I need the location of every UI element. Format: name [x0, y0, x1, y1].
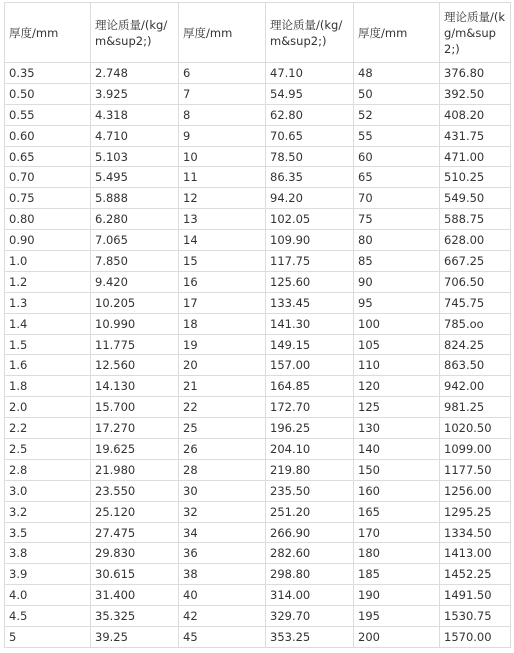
cell-thickness: 3.9 — [5, 564, 91, 585]
cell-weight: 35.325 — [91, 606, 179, 627]
cell-weight: 667.25 — [440, 251, 511, 272]
cell-weight: 23.550 — [91, 480, 179, 501]
cell-weight: 31.400 — [91, 585, 179, 606]
cell-weight: 39.25 — [91, 627, 179, 648]
cell-weight: 1491.50 — [440, 585, 511, 606]
cell-thickness: 34 — [179, 522, 266, 543]
cell-thickness: 26 — [179, 439, 266, 460]
cell-weight: 1334.50 — [440, 522, 511, 543]
cell-weight: 1177.50 — [440, 459, 511, 480]
cell-weight: 266.90 — [266, 522, 354, 543]
cell-weight: 408.20 — [440, 104, 511, 125]
table-row — [5, 564, 511, 585]
cell-thickness: 95 — [354, 292, 440, 313]
table-row — [5, 627, 511, 648]
cell-thickness: 60 — [354, 146, 440, 167]
table-row — [5, 439, 511, 460]
cell-thickness: 70 — [354, 188, 440, 209]
cell-weight: 102.05 — [266, 209, 354, 230]
cell-thickness: 4.0 — [5, 585, 91, 606]
cell-weight: 329.70 — [266, 606, 354, 627]
cell-weight: 10.990 — [91, 313, 179, 334]
cell-thickness: 7 — [179, 83, 266, 104]
cell-weight: 7.065 — [91, 230, 179, 251]
cell-thickness: 1.3 — [5, 292, 91, 313]
cell-weight: 15.700 — [91, 397, 179, 418]
table-row — [5, 606, 511, 627]
cell-thickness: 170 — [354, 522, 440, 543]
cell-weight: 7.850 — [91, 251, 179, 272]
cell-thickness: 185 — [354, 564, 440, 585]
cell-weight: 10.205 — [91, 292, 179, 313]
cell-weight: 14.130 — [91, 376, 179, 397]
cell-thickness: 40 — [179, 585, 266, 606]
cell-thickness: 14 — [179, 230, 266, 251]
cell-weight: 25.120 — [91, 501, 179, 522]
cell-thickness: 20 — [179, 355, 266, 376]
cell-weight: 19.625 — [91, 439, 179, 460]
cell-thickness: 140 — [354, 439, 440, 460]
cell-weight: 1570.00 — [440, 627, 511, 648]
cell-thickness: 0.80 — [5, 209, 91, 230]
cell-thickness: 85 — [354, 251, 440, 272]
cell-thickness: 180 — [354, 543, 440, 564]
header-weight: 理论质量/(kg/m&sup2;) — [91, 3, 179, 63]
cell-thickness: 21 — [179, 376, 266, 397]
cell-weight: 863.50 — [440, 355, 511, 376]
table-row — [5, 125, 511, 146]
cell-thickness: 1.6 — [5, 355, 91, 376]
cell-thickness: 12 — [179, 188, 266, 209]
cell-thickness: 1.4 — [5, 313, 91, 334]
table-row — [5, 334, 511, 355]
table-row — [5, 209, 511, 230]
table-row — [5, 459, 511, 480]
cell-thickness: 0.35 — [5, 63, 91, 84]
cell-weight: 706.50 — [440, 271, 511, 292]
cell-weight: 204.10 — [266, 439, 354, 460]
cell-weight: 628.00 — [440, 230, 511, 251]
cell-thickness: 0.55 — [5, 104, 91, 125]
cell-weight: 125.60 — [266, 271, 354, 292]
cell-weight: 431.75 — [440, 125, 511, 146]
table-row — [5, 230, 511, 251]
cell-thickness: 0.60 — [5, 125, 91, 146]
cell-weight: 4.318 — [91, 104, 179, 125]
cell-weight: 164.85 — [266, 376, 354, 397]
cell-thickness: 4.5 — [5, 606, 91, 627]
cell-weight: 30.615 — [91, 564, 179, 585]
cell-thickness: 25 — [179, 418, 266, 439]
cell-thickness: 17 — [179, 292, 266, 313]
header-thickness: 厚度/mm — [179, 3, 266, 63]
cell-weight: 5.103 — [91, 146, 179, 167]
cell-thickness: 75 — [354, 209, 440, 230]
cell-thickness: 2.5 — [5, 439, 91, 460]
cell-weight: 5.495 — [91, 167, 179, 188]
cell-thickness: 18 — [179, 313, 266, 334]
cell-weight: 27.475 — [91, 522, 179, 543]
cell-weight: 6.280 — [91, 209, 179, 230]
cell-thickness: 80 — [354, 230, 440, 251]
cell-thickness: 3.2 — [5, 501, 91, 522]
cell-thickness: 55 — [354, 125, 440, 146]
cell-weight: 17.270 — [91, 418, 179, 439]
cell-weight: 942.00 — [440, 376, 511, 397]
table-row — [5, 522, 511, 543]
table-container — [4, 2, 511, 648]
cell-weight: 235.50 — [266, 480, 354, 501]
cell-thickness: 1.8 — [5, 376, 91, 397]
cell-thickness: 1.5 — [5, 334, 91, 355]
header-weight: 理论质量/(kg/m&sup2;) — [440, 3, 511, 63]
cell-weight: 4.710 — [91, 125, 179, 146]
cell-thickness: 22 — [179, 397, 266, 418]
table-row — [5, 585, 511, 606]
table-row — [5, 271, 511, 292]
cell-thickness: 36 — [179, 543, 266, 564]
cell-weight: 1413.00 — [440, 543, 511, 564]
table-row — [5, 146, 511, 167]
table-row — [5, 313, 511, 334]
table-row — [5, 104, 511, 125]
cell-weight: 94.20 — [266, 188, 354, 209]
cell-weight: 11.775 — [91, 334, 179, 355]
cell-thickness: 100 — [354, 313, 440, 334]
cell-weight: 3.925 — [91, 83, 179, 104]
cell-weight: 314.00 — [266, 585, 354, 606]
cell-weight: 745.75 — [440, 292, 511, 313]
cell-weight: 298.80 — [266, 564, 354, 585]
cell-weight: 1020.50 — [440, 418, 511, 439]
cell-thickness: 2.2 — [5, 418, 91, 439]
thickness-weight-table — [4, 2, 511, 648]
cell-thickness: 52 — [354, 104, 440, 125]
table-row — [5, 292, 511, 313]
table-row — [5, 355, 511, 376]
cell-weight: 981.25 — [440, 397, 511, 418]
cell-thickness: 200 — [354, 627, 440, 648]
cell-thickness: 30 — [179, 480, 266, 501]
table-row — [5, 543, 511, 564]
cell-thickness: 190 — [354, 585, 440, 606]
cell-thickness: 10 — [179, 146, 266, 167]
cell-weight: 2.748 — [91, 63, 179, 84]
cell-thickness: 13 — [179, 209, 266, 230]
cell-weight: 70.65 — [266, 125, 354, 146]
cell-weight: 109.90 — [266, 230, 354, 251]
cell-thickness: 120 — [354, 376, 440, 397]
cell-weight: 12.560 — [91, 355, 179, 376]
cell-thickness: 50 — [354, 83, 440, 104]
cell-thickness: 0.70 — [5, 167, 91, 188]
cell-thickness: 3.8 — [5, 543, 91, 564]
cell-thickness: 45 — [179, 627, 266, 648]
cell-thickness: 28 — [179, 459, 266, 480]
cell-weight: 1452.25 — [440, 564, 511, 585]
cell-thickness: 3.0 — [5, 480, 91, 501]
header-thickness: 厚度/mm — [5, 3, 91, 63]
cell-thickness: 1.0 — [5, 251, 91, 272]
cell-weight: 251.20 — [266, 501, 354, 522]
cell-thickness: 165 — [354, 501, 440, 522]
cell-thickness: 8 — [179, 104, 266, 125]
cell-thickness: 195 — [354, 606, 440, 627]
cell-thickness: 2.0 — [5, 397, 91, 418]
cell-thickness: 1.2 — [5, 271, 91, 292]
cell-weight: 549.50 — [440, 188, 511, 209]
table-body — [5, 63, 511, 648]
cell-weight: 9.420 — [91, 271, 179, 292]
cell-weight: 157.00 — [266, 355, 354, 376]
cell-weight: 5.888 — [91, 188, 179, 209]
cell-thickness: 9 — [179, 125, 266, 146]
cell-weight: 172.70 — [266, 397, 354, 418]
cell-weight: 471.00 — [440, 146, 511, 167]
header-row — [5, 3, 511, 63]
cell-thickness: 15 — [179, 251, 266, 272]
cell-weight: 21.980 — [91, 459, 179, 480]
cell-weight: 353.25 — [266, 627, 354, 648]
cell-weight: 588.75 — [440, 209, 511, 230]
cell-thickness: 48 — [354, 63, 440, 84]
cell-thickness: 6 — [179, 63, 266, 84]
cell-weight: 29.830 — [91, 543, 179, 564]
cell-weight: 196.25 — [266, 418, 354, 439]
cell-thickness: 105 — [354, 334, 440, 355]
cell-weight: 219.80 — [266, 459, 354, 480]
cell-weight: 62.80 — [266, 104, 354, 125]
cell-weight: 78.50 — [266, 146, 354, 167]
header-weight: 理论质量/(kg/m&sup2;) — [266, 3, 354, 63]
cell-thickness: 16 — [179, 271, 266, 292]
cell-thickness: 130 — [354, 418, 440, 439]
cell-weight: 824.25 — [440, 334, 511, 355]
cell-weight: 141.30 — [266, 313, 354, 334]
cell-thickness: 125 — [354, 397, 440, 418]
cell-weight: 510.25 — [440, 167, 511, 188]
table-row — [5, 188, 511, 209]
cell-thickness: 90 — [354, 271, 440, 292]
cell-weight: 785.oo — [440, 313, 511, 334]
table-row — [5, 397, 511, 418]
cell-weight: 1295.25 — [440, 501, 511, 522]
cell-weight: 1256.00 — [440, 480, 511, 501]
cell-thickness: 38 — [179, 564, 266, 585]
cell-thickness: 0.65 — [5, 146, 91, 167]
cell-thickness: 32 — [179, 501, 266, 522]
table-row — [5, 83, 511, 104]
cell-weight: 376.80 — [440, 63, 511, 84]
cell-weight: 1099.00 — [440, 439, 511, 460]
cell-weight: 47.10 — [266, 63, 354, 84]
cell-thickness: 5 — [5, 627, 91, 648]
cell-weight: 86.35 — [266, 167, 354, 188]
table-row — [5, 501, 511, 522]
cell-thickness: 110 — [354, 355, 440, 376]
cell-thickness: 2.8 — [5, 459, 91, 480]
table-row — [5, 418, 511, 439]
cell-weight: 54.95 — [266, 83, 354, 104]
cell-weight: 133.45 — [266, 292, 354, 313]
cell-thickness: 3.5 — [5, 522, 91, 543]
cell-thickness: 0.90 — [5, 230, 91, 251]
cell-weight: 117.75 — [266, 251, 354, 272]
cell-thickness: 0.75 — [5, 188, 91, 209]
cell-weight: 282.60 — [266, 543, 354, 564]
cell-thickness: 42 — [179, 606, 266, 627]
cell-thickness: 0.50 — [5, 83, 91, 104]
cell-weight: 392.50 — [440, 83, 511, 104]
cell-thickness: 19 — [179, 334, 266, 355]
cell-weight: 149.15 — [266, 334, 354, 355]
table-row — [5, 480, 511, 501]
table-row — [5, 251, 511, 272]
cell-thickness: 150 — [354, 459, 440, 480]
cell-thickness: 65 — [354, 167, 440, 188]
header-thickness: 厚度/mm — [354, 3, 440, 63]
cell-thickness: 160 — [354, 480, 440, 501]
table-row — [5, 376, 511, 397]
table-row — [5, 63, 511, 84]
cell-weight: 1530.75 — [440, 606, 511, 627]
cell-thickness: 11 — [179, 167, 266, 188]
table-row — [5, 167, 511, 188]
